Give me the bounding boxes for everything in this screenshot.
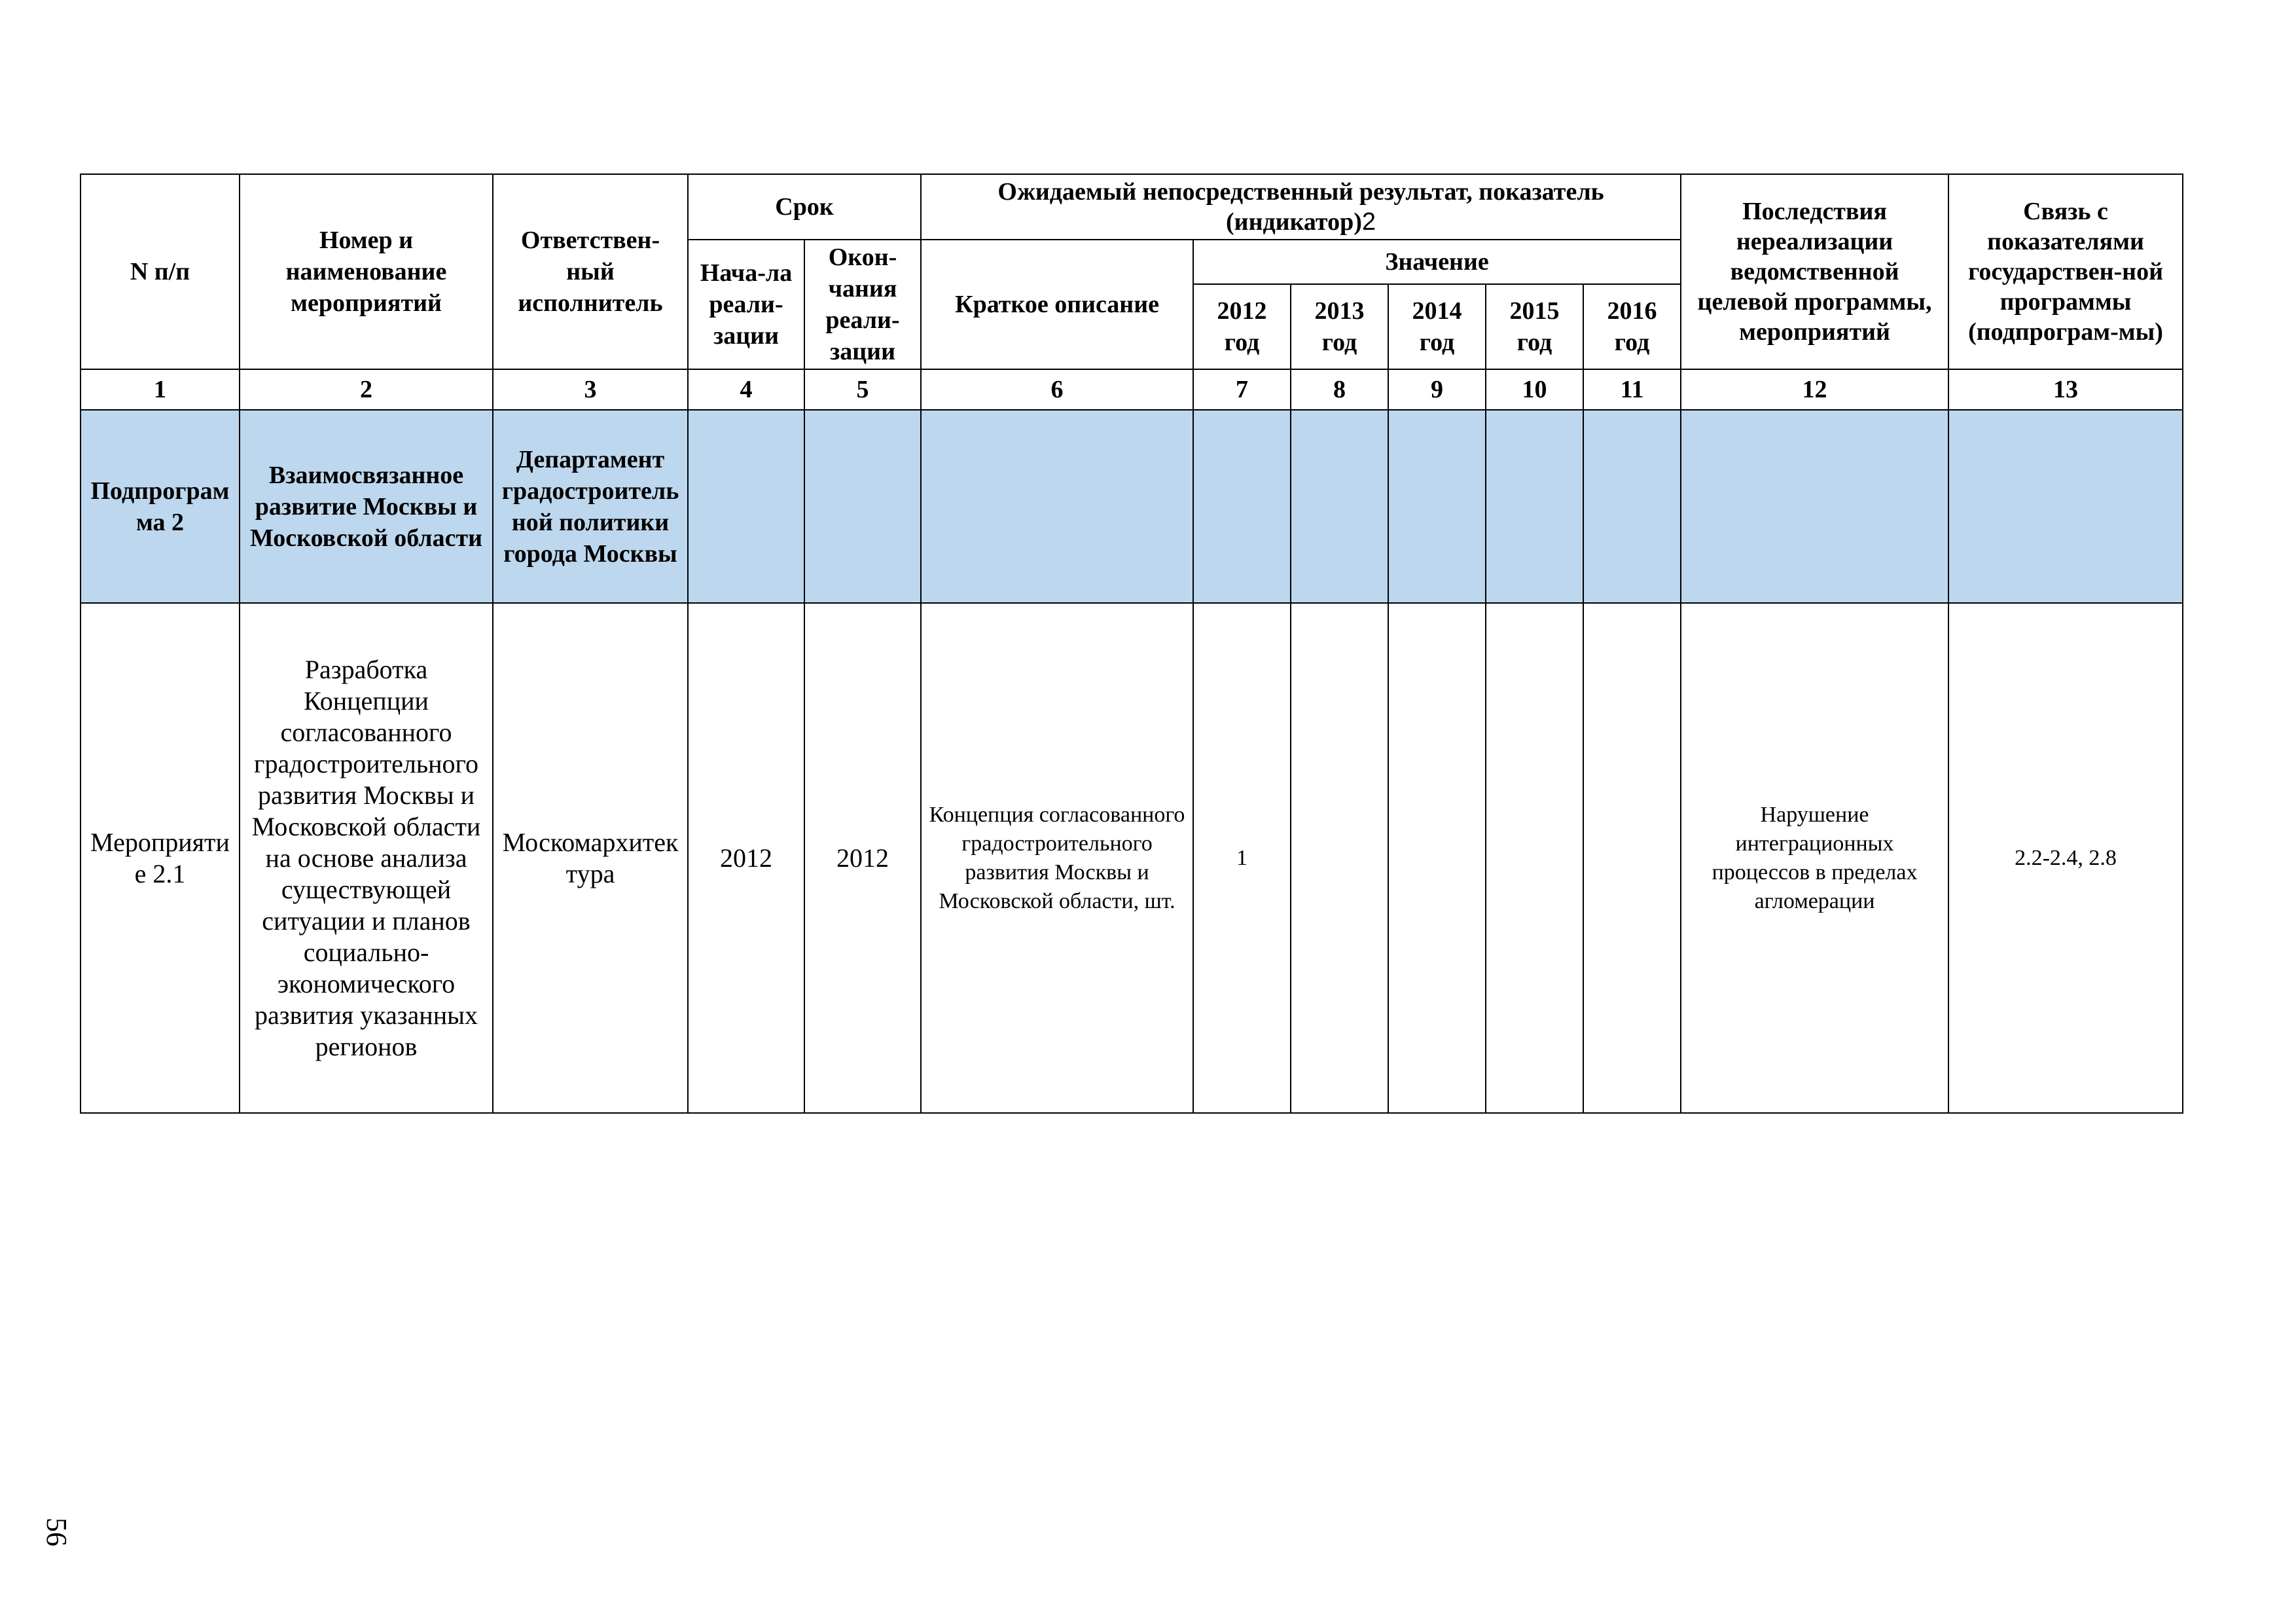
empty-cell — [688, 410, 804, 603]
header-name: Номер и наименование мероприятий — [240, 174, 493, 369]
header-year-2012: 2012 год — [1193, 284, 1291, 369]
subprogram-responsible: Департамент градостроительной политики города Москвы — [493, 410, 688, 603]
activity-link: 2.2-2.4, 2.8 — [1948, 603, 2183, 1113]
header-year-2013: 2013 год — [1291, 284, 1388, 369]
header-result-footnote: 2 — [1361, 208, 1376, 236]
header-term: Срок — [688, 174, 921, 240]
activity-brief: Концепция согласованного градостроительного развития Москвы и Московской области, шт. — [921, 603, 1193, 1113]
column-number: 10 — [1486, 369, 1583, 410]
subprogram-num: Подпрограмма 2 — [81, 410, 240, 603]
column-number: 8 — [1291, 369, 1388, 410]
column-number: 11 — [1583, 369, 1681, 410]
header-year-2014: 2014 год — [1388, 284, 1486, 369]
activity-num: Мероприятие 2.1 — [81, 603, 240, 1113]
page-number: 56 — [41, 1518, 73, 1546]
activity-consequences: Нарушение интеграционных процессов в пределах агломерации — [1681, 603, 1948, 1113]
activity-responsible: Москомархитектура — [493, 603, 688, 1113]
column-number: 13 — [1948, 369, 2183, 410]
activity-value-2014 — [1388, 603, 1486, 1113]
activity-value-2013 — [1291, 603, 1388, 1113]
header-link: Связь с показателями государствен-ной программы (подпрограм-мы) — [1948, 174, 2183, 369]
activity-row — [81, 603, 2183, 1113]
activity-end: 2012 — [804, 603, 921, 1113]
header-year-2015: 2015 год — [1486, 284, 1583, 369]
column-number: 1 — [81, 369, 240, 410]
column-number: 4 — [688, 369, 804, 410]
empty-cell — [1193, 410, 1291, 603]
activity-name: Разработка Концепции согласованного градостроительного развития Москвы и Московской области на основе анализа существующей ситуации и планов социально-экономического развития указанных регионов — [240, 603, 493, 1113]
empty-cell — [1948, 410, 2183, 603]
subprogram-name: Взаимосвязанное развитие Москвы и Московской области — [240, 410, 493, 603]
empty-cell — [1681, 410, 1948, 603]
header-responsible: Ответствен-ный исполнитель — [493, 174, 688, 369]
activity-value-2015 — [1486, 603, 1583, 1113]
empty-cell — [1583, 410, 1681, 603]
header-start: Нача-ла реали-зации — [688, 240, 804, 369]
header-result — [921, 174, 1681, 240]
header-year-2016: 2016 год — [1583, 284, 1681, 369]
column-number: 3 — [493, 369, 688, 410]
empty-cell — [1291, 410, 1388, 603]
header-num: N п/п — [81, 174, 240, 369]
header-consequences: Последствия нереализации ведомственной целевой программы, мероприятий — [1681, 174, 1948, 369]
header-value: Значение — [1193, 240, 1681, 284]
column-number: 9 — [1388, 369, 1486, 410]
header-result-text: Ожидаемый непосредственный результат, показатель (индикатор) — [997, 178, 1604, 236]
column-number: 12 — [1681, 369, 1948, 410]
column-number: 6 — [921, 369, 1193, 410]
empty-cell — [1486, 410, 1583, 603]
header-end: Окон-чания реали-зации — [804, 240, 921, 369]
header-brief: Краткое описание — [921, 240, 1193, 369]
subprogram-row — [81, 410, 2183, 603]
column-number: 2 — [240, 369, 493, 410]
activity-start: 2012 — [688, 603, 804, 1113]
empty-cell — [1388, 410, 1486, 603]
column-number: 7 — [1193, 369, 1291, 410]
activity-value-2016 — [1583, 603, 1681, 1113]
empty-cell — [804, 410, 921, 603]
empty-cell — [921, 410, 1193, 603]
activity-value-2012: 1 — [1193, 603, 1291, 1113]
activities-table — [80, 173, 2183, 1114]
column-number: 5 — [804, 369, 921, 410]
